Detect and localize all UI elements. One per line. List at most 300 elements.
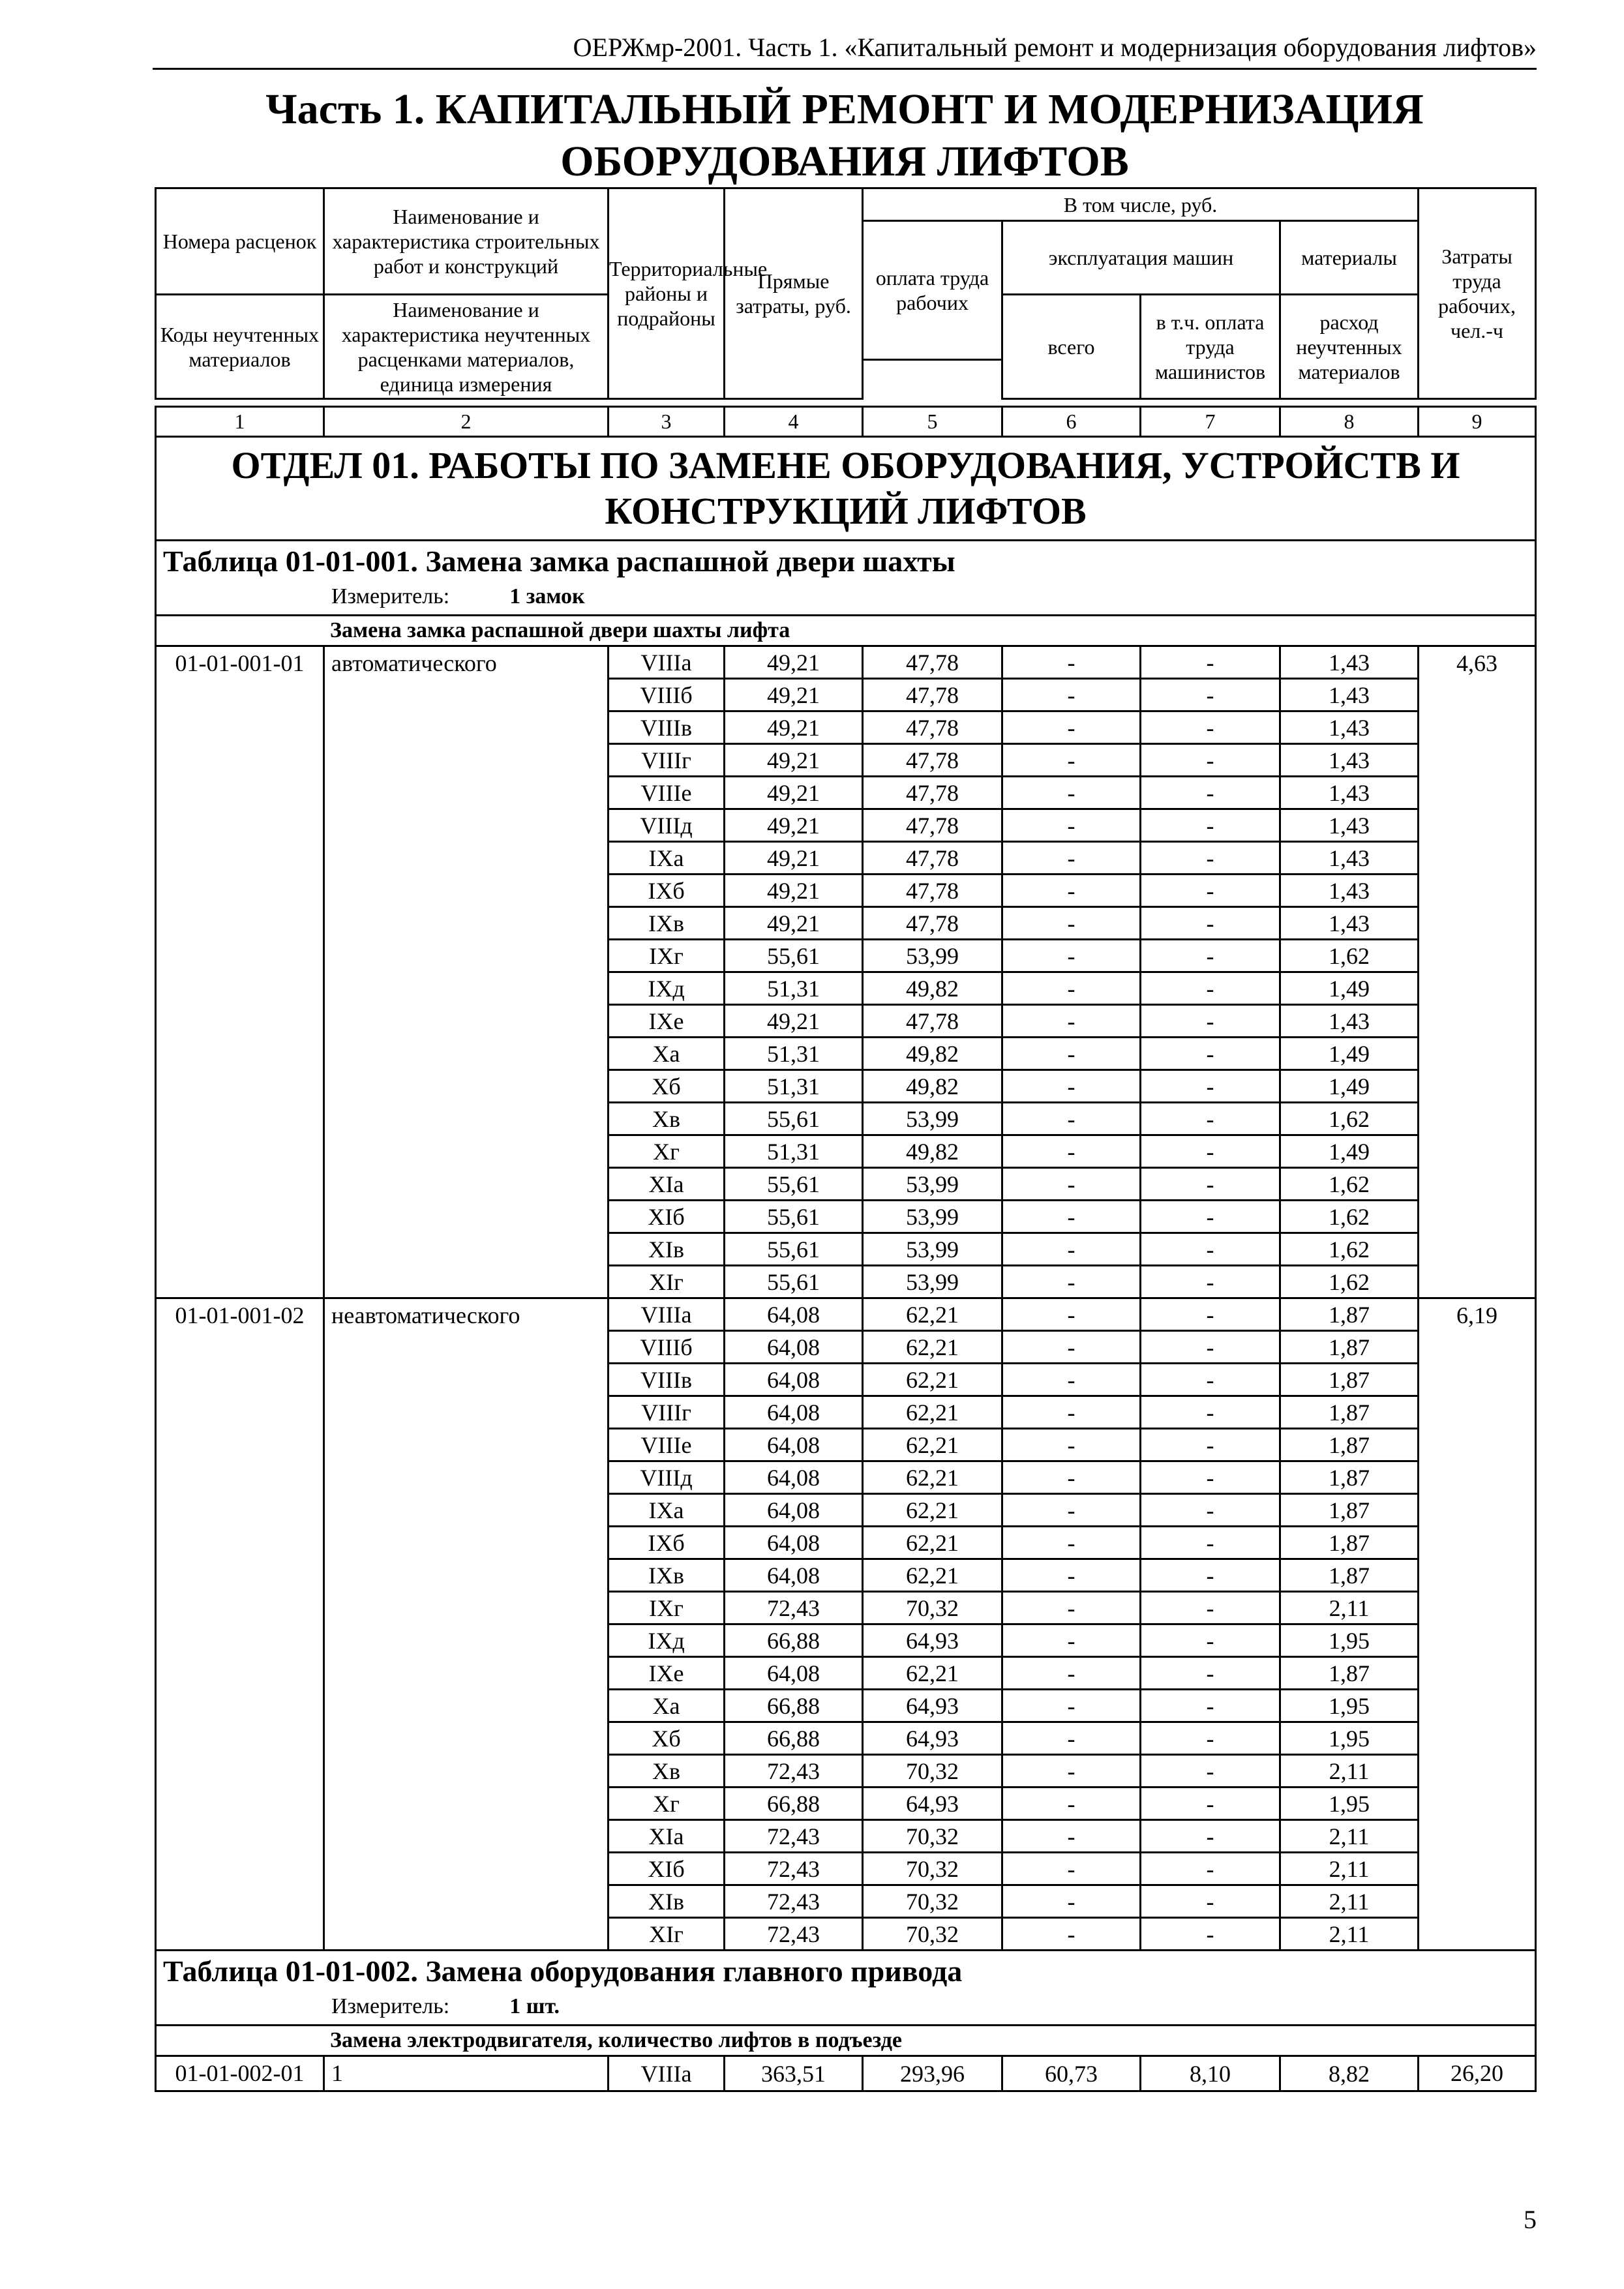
- worker-pay: 62,21: [863, 1298, 1002, 1331]
- operator-pay: -: [1141, 1005, 1280, 1038]
- materials: 1,43: [1280, 744, 1419, 777]
- header-direct-costs: Прямые затраты, руб.: [725, 188, 863, 399]
- materials: 1,62: [1280, 1266, 1419, 1298]
- direct-costs: 51,31: [725, 1135, 863, 1168]
- direct-costs: 55,61: [725, 940, 863, 972]
- worker-pay: 293,96: [863, 2056, 1002, 2091]
- worker-pay: 47,78: [863, 711, 1002, 744]
- materials: 1,62: [1280, 1201, 1419, 1233]
- column-header-table: [155, 187, 1537, 400]
- labor-costs: 4,63: [1419, 646, 1536, 1298]
- territory: Xа: [609, 1038, 725, 1070]
- machines-total: -: [1002, 1592, 1141, 1624]
- table-subheading: Замена замка распашной двери шахты лифта: [156, 616, 1536, 646]
- operator-pay: -: [1141, 1755, 1280, 1788]
- worker-pay: 70,32: [863, 1885, 1002, 1918]
- direct-costs: 72,43: [725, 1592, 863, 1624]
- operator-pay: -: [1141, 1592, 1280, 1624]
- machines-total: -: [1002, 1722, 1141, 1755]
- worker-pay: 47,78: [863, 679, 1002, 711]
- materials: 1,43: [1280, 1005, 1419, 1038]
- direct-costs: 55,61: [725, 1233, 863, 1266]
- measure-value: 1 замок: [509, 584, 585, 608]
- territory: VIIIе: [609, 1429, 725, 1461]
- worker-pay: 49,82: [863, 972, 1002, 1005]
- table-caption: [156, 541, 1536, 616]
- operator-pay: -: [1141, 940, 1280, 972]
- rate-code: 01-01-001-01: [156, 646, 324, 1298]
- worker-pay: 49,82: [863, 1038, 1002, 1070]
- territory: IXг: [609, 940, 725, 972]
- direct-costs: 64,08: [725, 1298, 863, 1331]
- machines-total: -: [1002, 679, 1141, 711]
- materials: 2,11: [1280, 1918, 1419, 1951]
- operator-pay: -: [1141, 1885, 1280, 1918]
- territory: VIIIд: [609, 1461, 725, 1494]
- header-worker-pay: оплата труда рабочих: [863, 221, 1002, 360]
- direct-costs: 64,08: [725, 1657, 863, 1690]
- direct-costs: 64,08: [725, 1559, 863, 1592]
- operator-pay: -: [1141, 1722, 1280, 1755]
- machines-total: -: [1002, 711, 1141, 744]
- machines-total: -: [1002, 1266, 1141, 1298]
- operator-pay: -: [1141, 1201, 1280, 1233]
- operator-pay: -: [1141, 1135, 1280, 1168]
- part-title-line2: ОБОРУДОВАНИЯ ЛИФТОВ: [560, 138, 1129, 185]
- materials: 1,87: [1280, 1429, 1419, 1461]
- operator-pay: -: [1141, 1038, 1280, 1070]
- worker-pay: 70,32: [863, 1853, 1002, 1885]
- operator-pay: -: [1141, 1657, 1280, 1690]
- materials: 1,87: [1280, 1364, 1419, 1396]
- header-operator-pay: в т.ч. оплата труда машинистов: [1141, 295, 1280, 399]
- table-title: Таблица 01-01-002. Замена оборудования главного привода: [163, 1954, 963, 1988]
- header-including: В том числе, руб.: [863, 188, 1419, 221]
- machines-total: -: [1002, 1820, 1141, 1853]
- worker-pay: 62,21: [863, 1527, 1002, 1559]
- machines-total: -: [1002, 1853, 1141, 1885]
- materials: 1,87: [1280, 1331, 1419, 1364]
- materials: 1,95: [1280, 1722, 1419, 1755]
- materials: 1,87: [1280, 1527, 1419, 1559]
- table-title: Таблица 01-01-001. Замена замка распашной двери шахты: [163, 545, 955, 578]
- operator-pay: -: [1141, 809, 1280, 842]
- materials: 1,43: [1280, 875, 1419, 907]
- column-number: 4: [725, 407, 863, 437]
- header-machines: эксплуатация машин: [1002, 221, 1280, 295]
- header-rate-numbers: Номера расценок: [156, 188, 324, 295]
- machines-total: -: [1002, 1527, 1141, 1559]
- materials: 1,87: [1280, 1298, 1419, 1331]
- materials: 1,43: [1280, 646, 1419, 679]
- operator-pay: -: [1141, 907, 1280, 940]
- direct-costs: 66,88: [725, 1722, 863, 1755]
- direct-costs: 64,08: [725, 1527, 863, 1559]
- worker-pay: 47,78: [863, 842, 1002, 875]
- machines-total: -: [1002, 1429, 1141, 1461]
- direct-costs: 72,43: [725, 1820, 863, 1853]
- territory: Xв: [609, 1755, 725, 1788]
- table-caption-row: [156, 1951, 1536, 2026]
- territory: VIIIв: [609, 711, 725, 744]
- worker-pay: 47,78: [863, 777, 1002, 809]
- territory: IXе: [609, 1005, 725, 1038]
- territory: XIб: [609, 1853, 725, 1885]
- worker-pay: 64,93: [863, 1690, 1002, 1722]
- territory: IXе: [609, 1657, 725, 1690]
- operator-pay: -: [1141, 1624, 1280, 1657]
- worker-pay: 70,32: [863, 1820, 1002, 1853]
- materials: 2,11: [1280, 1592, 1419, 1624]
- territory: XIв: [609, 1233, 725, 1266]
- direct-costs: 55,61: [725, 1201, 863, 1233]
- operator-pay: -: [1141, 1168, 1280, 1201]
- machines-total: -: [1002, 809, 1141, 842]
- operator-pay: -: [1141, 1298, 1280, 1331]
- worker-pay: 64,93: [863, 1722, 1002, 1755]
- machines-total: -: [1002, 646, 1141, 679]
- section-row: [156, 437, 1536, 541]
- territory: VIIIб: [609, 679, 725, 711]
- operator-pay: -: [1141, 1103, 1280, 1135]
- header-materials: материалы: [1280, 221, 1419, 295]
- machines-total: 60,73: [1002, 2056, 1141, 2091]
- machines-total: -: [1002, 744, 1141, 777]
- territory: VIIIа: [609, 1298, 725, 1331]
- materials: 1,43: [1280, 679, 1419, 711]
- machines-total: -: [1002, 1494, 1141, 1527]
- worker-pay: 47,78: [863, 646, 1002, 679]
- machines-total: -: [1002, 1461, 1141, 1494]
- worker-pay: 64,93: [863, 1788, 1002, 1820]
- territory: IXд: [609, 1624, 725, 1657]
- materials: 8,82: [1280, 2056, 1419, 2091]
- materials: 1,49: [1280, 1070, 1419, 1103]
- machines-total: -: [1002, 1201, 1141, 1233]
- direct-costs: 72,43: [725, 1918, 863, 1951]
- header-work-name: Наименование и характеристика строительных работ и конструкций: [324, 188, 609, 295]
- direct-costs: 64,08: [725, 1461, 863, 1494]
- worker-pay: 53,99: [863, 1168, 1002, 1201]
- operator-pay: -: [1141, 777, 1280, 809]
- territory: IXг: [609, 1592, 725, 1624]
- labor-costs: 6,19: [1419, 1298, 1536, 1951]
- territory: XIа: [609, 1168, 725, 1201]
- territory: IXб: [609, 1527, 725, 1559]
- direct-costs: 49,21: [725, 777, 863, 809]
- table-row: [156, 646, 1536, 679]
- territory: VIIIв: [609, 1364, 725, 1396]
- materials: 1,62: [1280, 1233, 1419, 1266]
- materials: 2,11: [1280, 1820, 1419, 1853]
- operator-pay: -: [1141, 1233, 1280, 1266]
- column-number: 5: [863, 407, 1002, 437]
- measure-value: 1 шт.: [509, 1994, 560, 2018]
- territory: VIIIд: [609, 809, 725, 842]
- direct-costs: 51,31: [725, 1070, 863, 1103]
- operator-pay: -: [1141, 744, 1280, 777]
- column-number: 7: [1141, 407, 1280, 437]
- materials: 1,43: [1280, 711, 1419, 744]
- direct-costs: 72,43: [725, 1853, 863, 1885]
- operator-pay: -: [1141, 1527, 1280, 1559]
- direct-costs: 55,61: [725, 1168, 863, 1201]
- worker-pay: 62,21: [863, 1331, 1002, 1364]
- materials: 1,62: [1280, 940, 1419, 972]
- header-material-name: Наименование и характеристика неучтенных расценками материалов, единица измерения: [324, 295, 609, 399]
- rates-table: [155, 406, 1537, 2092]
- worker-pay: 64,93: [863, 1624, 1002, 1657]
- direct-costs: 66,88: [725, 1788, 863, 1820]
- worker-pay: 49,82: [863, 1070, 1002, 1103]
- machines-total: -: [1002, 1559, 1141, 1592]
- territory: IXа: [609, 842, 725, 875]
- direct-costs: 49,21: [725, 907, 863, 940]
- materials: 1,43: [1280, 777, 1419, 809]
- machines-total: -: [1002, 1331, 1141, 1364]
- column-number: 3: [609, 407, 725, 437]
- worker-pay: 62,21: [863, 1559, 1002, 1592]
- worker-pay: 47,78: [863, 1005, 1002, 1038]
- direct-costs: 49,21: [725, 646, 863, 679]
- direct-costs: 49,21: [725, 809, 863, 842]
- direct-costs: 72,43: [725, 1755, 863, 1788]
- operator-pay: -: [1141, 1559, 1280, 1592]
- worker-pay: 70,32: [863, 1592, 1002, 1624]
- materials: 1,43: [1280, 842, 1419, 875]
- header-territory: Территориальные районы и подрайоны: [609, 188, 725, 399]
- operator-pay: -: [1141, 1853, 1280, 1885]
- operator-pay: -: [1141, 1070, 1280, 1103]
- machines-total: -: [1002, 940, 1141, 972]
- worker-pay: 47,78: [863, 907, 1002, 940]
- rate-code: 01-01-002-01: [156, 2056, 324, 2091]
- worker-pay: 62,21: [863, 1364, 1002, 1396]
- machines-total: -: [1002, 1690, 1141, 1722]
- direct-costs: 64,08: [725, 1331, 863, 1364]
- materials: 1,87: [1280, 1494, 1419, 1527]
- direct-costs: 55,61: [725, 1266, 863, 1298]
- column-number: 1: [156, 407, 324, 437]
- territory: Xг: [609, 1135, 725, 1168]
- materials: 2,11: [1280, 1885, 1419, 1918]
- operator-pay: -: [1141, 842, 1280, 875]
- materials: 1,87: [1280, 1461, 1419, 1494]
- worker-pay: 47,78: [863, 875, 1002, 907]
- operator-pay: -: [1141, 1918, 1280, 1951]
- section-title: ОТДЕЛ 01. РАБОТЫ ПО ЗАМЕНЕ ОБОРУДОВАНИЯ, УСТРОЙСТВ И КОНСТРУКЦИЙ ЛИФТОВ: [156, 437, 1536, 541]
- materials: 1,95: [1280, 1788, 1419, 1820]
- machines-total: -: [1002, 1657, 1141, 1690]
- rate-code: 01-01-001-02: [156, 1298, 324, 1951]
- table-subheading: Замена электродвигателя, количество лифтов в подъезде: [156, 2026, 1536, 2056]
- measure-line: [163, 1992, 1535, 2024]
- machines-total: -: [1002, 972, 1141, 1005]
- territory: Xб: [609, 1722, 725, 1755]
- operator-pay: -: [1141, 1788, 1280, 1820]
- machines-total: -: [1002, 1396, 1141, 1429]
- table-row: [156, 2056, 1536, 2091]
- territory: Xб: [609, 1070, 725, 1103]
- operator-pay: -: [1141, 1494, 1280, 1527]
- territory: XIг: [609, 1266, 725, 1298]
- territory: VIIIа: [609, 2056, 725, 2091]
- direct-costs: 66,88: [725, 1690, 863, 1722]
- machines-total: -: [1002, 1364, 1141, 1396]
- table-caption: [156, 1951, 1536, 2026]
- worker-pay: 47,78: [863, 809, 1002, 842]
- worker-pay: 70,32: [863, 1755, 1002, 1788]
- direct-costs: 55,61: [725, 1103, 863, 1135]
- direct-costs: 72,43: [725, 1885, 863, 1918]
- territory: IXв: [609, 1559, 725, 1592]
- column-number: 8: [1280, 407, 1419, 437]
- worker-pay: 62,21: [863, 1429, 1002, 1461]
- machines-total: -: [1002, 907, 1141, 940]
- territory: Xв: [609, 1103, 725, 1135]
- territory: XIб: [609, 1201, 725, 1233]
- materials: 1,62: [1280, 1103, 1419, 1135]
- worker-pay: 62,21: [863, 1396, 1002, 1429]
- machines-total: -: [1002, 1233, 1141, 1266]
- territory: VIIIа: [609, 646, 725, 679]
- measure-label: Измеритель:: [331, 584, 450, 608]
- direct-costs: 49,21: [725, 875, 863, 907]
- operator-pay: -: [1141, 679, 1280, 711]
- machines-total: -: [1002, 1135, 1141, 1168]
- materials: 1,43: [1280, 809, 1419, 842]
- machines-total: -: [1002, 1885, 1141, 1918]
- materials: 1,95: [1280, 1690, 1419, 1722]
- machines-total: -: [1002, 1624, 1141, 1657]
- territory: XIа: [609, 1820, 725, 1853]
- machines-total: -: [1002, 1103, 1141, 1135]
- column-numbers-row: [156, 407, 1536, 437]
- territory: IXа: [609, 1494, 725, 1527]
- machines-total: -: [1002, 777, 1141, 809]
- territory: IXб: [609, 875, 725, 907]
- territory: IXв: [609, 907, 725, 940]
- direct-costs: 363,51: [725, 2056, 863, 2091]
- running-header: ОЕРЖмр-2001. Часть 1. «Капитальный ремонт и модернизация оборудования лифтов»: [153, 31, 1537, 70]
- measure-label: Измеритель:: [331, 1994, 450, 2018]
- operator-pay: -: [1141, 1820, 1280, 1853]
- worker-pay: 53,99: [863, 1201, 1002, 1233]
- territory: VIIIг: [609, 744, 725, 777]
- work-name: автоматического: [324, 646, 609, 1298]
- part-title: [153, 83, 1537, 188]
- header-machines-total: всего: [1002, 295, 1141, 399]
- machines-total: -: [1002, 1788, 1141, 1820]
- materials: 1,43: [1280, 907, 1419, 940]
- operator-pay: 8,10: [1141, 2056, 1280, 2091]
- materials: 2,11: [1280, 1755, 1419, 1788]
- labor-costs: 26,20: [1419, 2056, 1536, 2091]
- direct-costs: 49,21: [725, 842, 863, 875]
- materials: 1,49: [1280, 1038, 1419, 1070]
- operator-pay: -: [1141, 1429, 1280, 1461]
- subheading-row: [156, 2026, 1536, 2056]
- materials: 1,49: [1280, 1135, 1419, 1168]
- direct-costs: 51,31: [725, 972, 863, 1005]
- machines-total: -: [1002, 1005, 1141, 1038]
- territory: XIв: [609, 1885, 725, 1918]
- machines-total: -: [1002, 1038, 1141, 1070]
- operator-pay: -: [1141, 711, 1280, 744]
- subheading-row: [156, 616, 1536, 646]
- direct-costs: 64,08: [725, 1429, 863, 1461]
- worker-pay: 53,99: [863, 1103, 1002, 1135]
- worker-pay: 49,82: [863, 1135, 1002, 1168]
- machines-total: -: [1002, 1070, 1141, 1103]
- direct-costs: 64,08: [725, 1396, 863, 1429]
- column-number: 9: [1419, 407, 1536, 437]
- direct-costs: 51,31: [725, 1038, 863, 1070]
- direct-costs: 66,88: [725, 1624, 863, 1657]
- measure-line: [163, 582, 1535, 614]
- operator-pay: -: [1141, 1266, 1280, 1298]
- materials: 2,11: [1280, 1853, 1419, 1885]
- work-name: 1: [324, 2056, 609, 2091]
- machines-total: -: [1002, 1918, 1141, 1951]
- materials: 1,62: [1280, 1168, 1419, 1201]
- header-material-codes: Коды неучтенных материалов: [156, 295, 324, 399]
- operator-pay: -: [1141, 646, 1280, 679]
- direct-costs: 49,21: [725, 744, 863, 777]
- machines-total: -: [1002, 1298, 1141, 1331]
- operator-pay: -: [1141, 1364, 1280, 1396]
- materials: 1,87: [1280, 1396, 1419, 1429]
- page-number: 5: [1524, 2205, 1537, 2234]
- work-name: неавтоматического: [324, 1298, 609, 1951]
- worker-pay: 53,99: [863, 1233, 1002, 1266]
- worker-pay: 62,21: [863, 1461, 1002, 1494]
- machines-total: -: [1002, 875, 1141, 907]
- header-labor-costs: Затраты труда рабочих, чел.-ч: [1419, 188, 1536, 399]
- table-caption-row: [156, 541, 1536, 616]
- materials: 1,49: [1280, 972, 1419, 1005]
- operator-pay: -: [1141, 1690, 1280, 1722]
- header-material-usage: расход неучтенных материалов: [1280, 295, 1419, 399]
- territory: VIIIб: [609, 1331, 725, 1364]
- direct-costs: 49,21: [725, 711, 863, 744]
- worker-pay: 53,99: [863, 940, 1002, 972]
- territory: Xа: [609, 1690, 725, 1722]
- territory: XIг: [609, 1918, 725, 1951]
- territory: VIIIе: [609, 777, 725, 809]
- table-row: [156, 1298, 1536, 1331]
- worker-pay: 62,21: [863, 1657, 1002, 1690]
- territory: Xг: [609, 1788, 725, 1820]
- machines-total: -: [1002, 842, 1141, 875]
- materials: 1,87: [1280, 1657, 1419, 1690]
- territory: VIIIг: [609, 1396, 725, 1429]
- operator-pay: -: [1141, 1331, 1280, 1364]
- operator-pay: -: [1141, 972, 1280, 1005]
- operator-pay: -: [1141, 1396, 1280, 1429]
- territory: IXд: [609, 972, 725, 1005]
- operator-pay: -: [1141, 875, 1280, 907]
- worker-pay: 53,99: [863, 1266, 1002, 1298]
- direct-costs: 49,21: [725, 679, 863, 711]
- machines-total: -: [1002, 1755, 1141, 1788]
- direct-costs: 49,21: [725, 1005, 863, 1038]
- part-title-line1: Часть 1. КАПИТАЛЬНЫЙ РЕМОНТ И МОДЕРНИЗАЦИЯ: [265, 85, 1424, 133]
- column-number: 6: [1002, 407, 1141, 437]
- machines-total: -: [1002, 1168, 1141, 1201]
- direct-costs: 64,08: [725, 1494, 863, 1527]
- worker-pay: 70,32: [863, 1918, 1002, 1951]
